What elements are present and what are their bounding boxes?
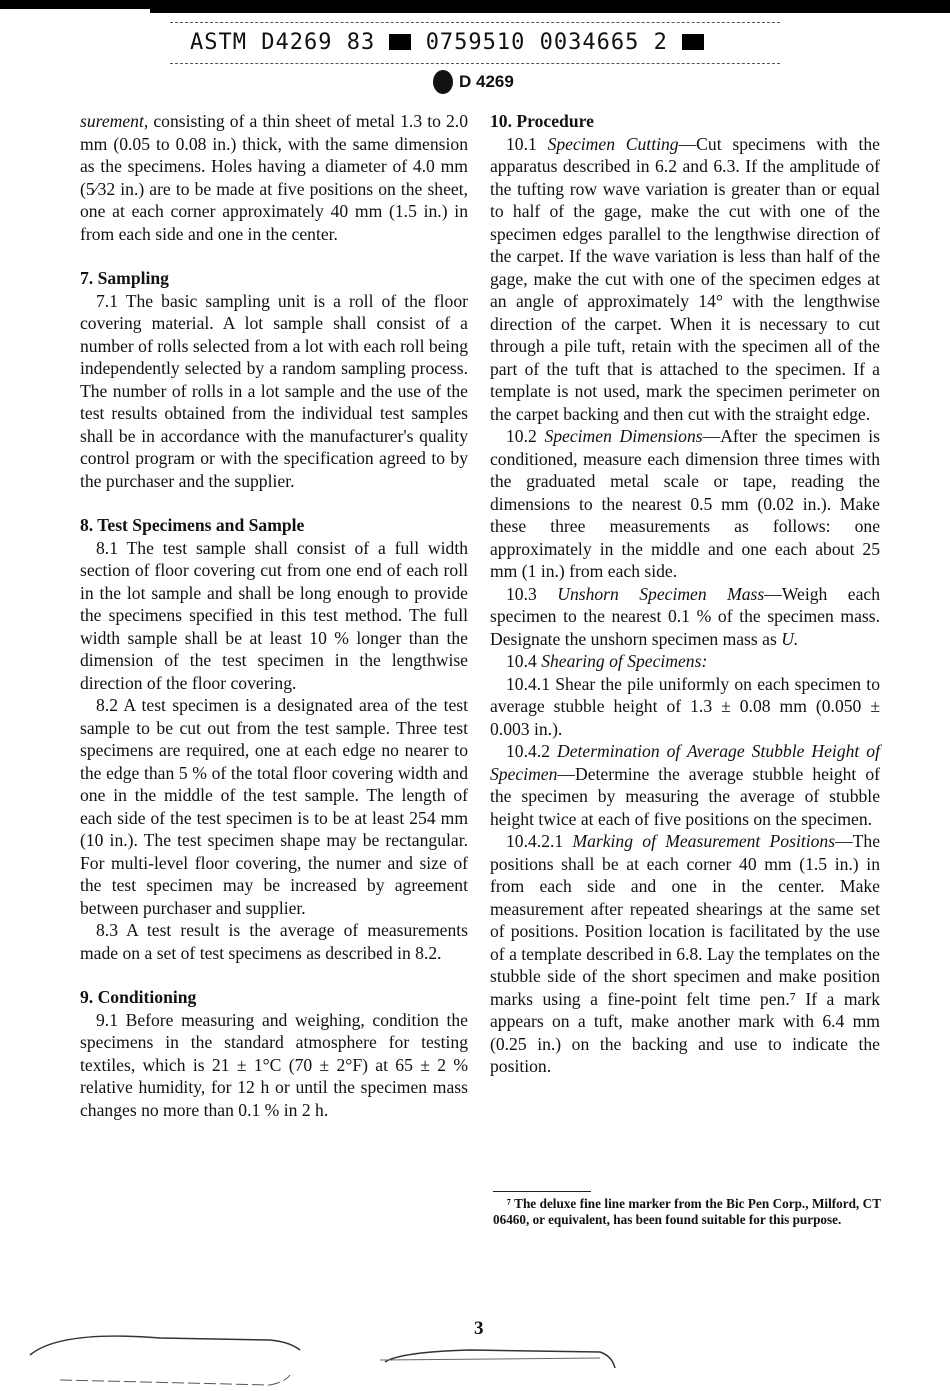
block-mark [389, 34, 411, 50]
code-part-2: 0759510 0034665 2 [425, 30, 668, 55]
text: 10.4 [506, 651, 542, 671]
scan-scribble [380, 1358, 600, 1360]
text: —Weigh each specimen to the nearest 0.1 % of the specimen mass. Designate the unshorn specimen mass as [490, 583, 880, 649]
scan-artifacts [0, 1300, 950, 1391]
footnote: ⁷ The deluxe fine line marker from the Bic Pen Corp., Milford, CT 06460, or equivalent, has been found suitable for this purpose. [493, 1196, 881, 1227]
italic-text: Specimen Dimensions [544, 426, 703, 446]
footnote-rule [493, 1191, 591, 1192]
text: 10.4.1 Shear the pile uniformly on each specimen to average stubble height of 1.3 ± 0.08 mm (0.050 ± 0.003 in.). [490, 673, 880, 739]
text: 10.2 [506, 426, 545, 446]
text: —After the specimen is conditioned, measure each dimension three times with the graduated metal scale or tape, reading the dimensions to the nearest 0.5 mm (0.02 in.). Make these three measurements as follows: one approximately in the middle and one each about 25 mm (1 in.) from each side. [490, 426, 880, 581]
paragraph [80, 290, 468, 493]
italic-text: Unshorn Specimen Mass [557, 583, 765, 604]
section-gap [80, 245, 468, 267]
astm-logo-icon [433, 70, 453, 94]
text: —Cut specimens with the apparatus described in 6.2 and 6.3. If the amplitude of the tufting row wave variation is greater than or equal to half of the gage, make the cut with one of the specimen edges parallel to the lengthwise direction of the carpet. If the wave variation is less than half of the gage, make the cut with one of the specimen edges at an angle of approximately 14° with the lengthwise direction of the carpet. When it is necessary to cut through a pile tuft, retain with the specimen all of the part of the tuft that is attached to the specimen. If a template is not used, mark the specimen perimeter on the carpet backing and then cut with the straight edge. [490, 133, 880, 424]
paragraph [80, 919, 468, 964]
section-heading: 10. Procedure [490, 111, 594, 131]
code-part-1: ASTM D4269 83 [190, 30, 376, 55]
header-rule-bottom [170, 63, 780, 64]
italic-text: Determination of Average Stubble Height of Specimen [490, 741, 880, 784]
paragraph [490, 830, 880, 1078]
text: 10.4.2 [506, 741, 557, 761]
text: 10.3 [506, 583, 558, 604]
text: —The positions shall be at each corner 40 mm (1.5 in.) in from each side and one in the center. Make measurement after repeated shearings at the same set of positions. Position location is facilitated by the use of a template described in 6.8. Lay the templates on the stubble side of the short specimen and make position marks using a fine-point felt time pen.⁷ If a mark appears on a tuft, make another mark with 6.4 mm (0.25 in.) on the backing and use to indicate the position. [490, 831, 881, 1076]
italic-text: Marking of Measurement Positions [572, 831, 836, 851]
italic-text: Specimen Cutting [547, 133, 679, 154]
text: 10.1 [506, 133, 548, 154]
paragraph [490, 673, 880, 741]
paragraph [490, 133, 880, 426]
text: consisting of a thin sheet of metal 1.3 to 2.0 mm (0.05 to 0.08 in.) thick, with the same dimension as the specimens. Holes having a diameter of 4.0 mm (5⁄32 in.) are to be made at five positions on the sheet, one at each corner approximately 40 mm (1.5 in.) in from each side and one in the center. [80, 111, 468, 244]
paragraph [490, 583, 880, 651]
paragraph [490, 425, 880, 583]
paragraph [80, 110, 468, 245]
right-column [490, 110, 880, 1078]
section-gap [80, 492, 468, 514]
scan-top-bar-thick [150, 9, 950, 13]
paragraph [490, 650, 880, 673]
left-column [80, 110, 468, 1121]
paragraph [80, 694, 468, 919]
text: 8.1 The test sample shall consist of a full width section of floor covering cut from one end of each roll in the lot sample and shall be long enough to provide the specimens specified in this test method. The full width sample shall be at least 10 % longer than the dimension of the test specimen in the lengthwise direction of the floor covering. [80, 537, 468, 693]
document-code-line [190, 30, 770, 55]
paragraph [80, 1009, 468, 1122]
section-heading: 9. Conditioning [80, 987, 197, 1007]
text: 7.1 The basic sampling unit is a roll of the floor covering material. A lot sample shall consist of a number of rolls selected from a lot with each roll being independently selected by a random sampling process. The number of rolls in a lot sample and the use of the test results obtained from the individual test samples shall be in accordance with the manufacturer's quality control program or with the specification agreed to by the purchaser and the supplier. [80, 290, 468, 491]
header-rule-top [170, 22, 780, 23]
text: 10.4.2.1 [506, 831, 573, 851]
block-mark [682, 34, 704, 50]
text: 8.2 A test specimen is a designated area of the test sample to be cut out from the test sample. Three test specimens are required, one at each edge no nearer to the edge than 5 % of the total floor covering width and one in the middle of the test sample. The length of each side of the test specimen is to be at least 254 mm (10 in.). The test specimen shape may be rectangular. For multi-level floor covering, the numer and size of the test specimen may be increased by agreement between purchaser and supplier. [80, 695, 468, 918]
scan-scribble [60, 1375, 290, 1385]
paragraph [80, 537, 468, 695]
text: 9.1 Before measuring and weighing, condition the specimens in the standard atmosphere for testing textiles, which is 21 ± 1°C (70 ± 2°F) at 65 ± 2 % relative humidity, for 12 h or until the specimen mass changes no more than 0.1 % in 2 h. [80, 1009, 468, 1120]
section-heading: 7. Sampling [80, 268, 169, 288]
italic-text: surement, [80, 111, 149, 131]
italic-text: Shearing of Specimens: [541, 651, 708, 671]
page-number: 3 [474, 1318, 484, 1339]
scan-scribble [30, 1336, 300, 1355]
section-gap [80, 964, 468, 986]
text: —Determine the average stubble height of the specimen by measuring the average of stubble height twice at each of five positions on the specimen. [490, 763, 880, 829]
italic-text: U. [781, 628, 799, 649]
paragraph [490, 740, 880, 830]
designation: D 4269 [459, 72, 514, 91]
section-heading: 8. Test Specimens and Sample [80, 515, 305, 535]
scan-top-bar [0, 0, 950, 9]
text: 8.3 A test result is the average of measurements made on a set of test specimens as described in 8.2. [80, 920, 468, 963]
designation-header [433, 70, 514, 94]
